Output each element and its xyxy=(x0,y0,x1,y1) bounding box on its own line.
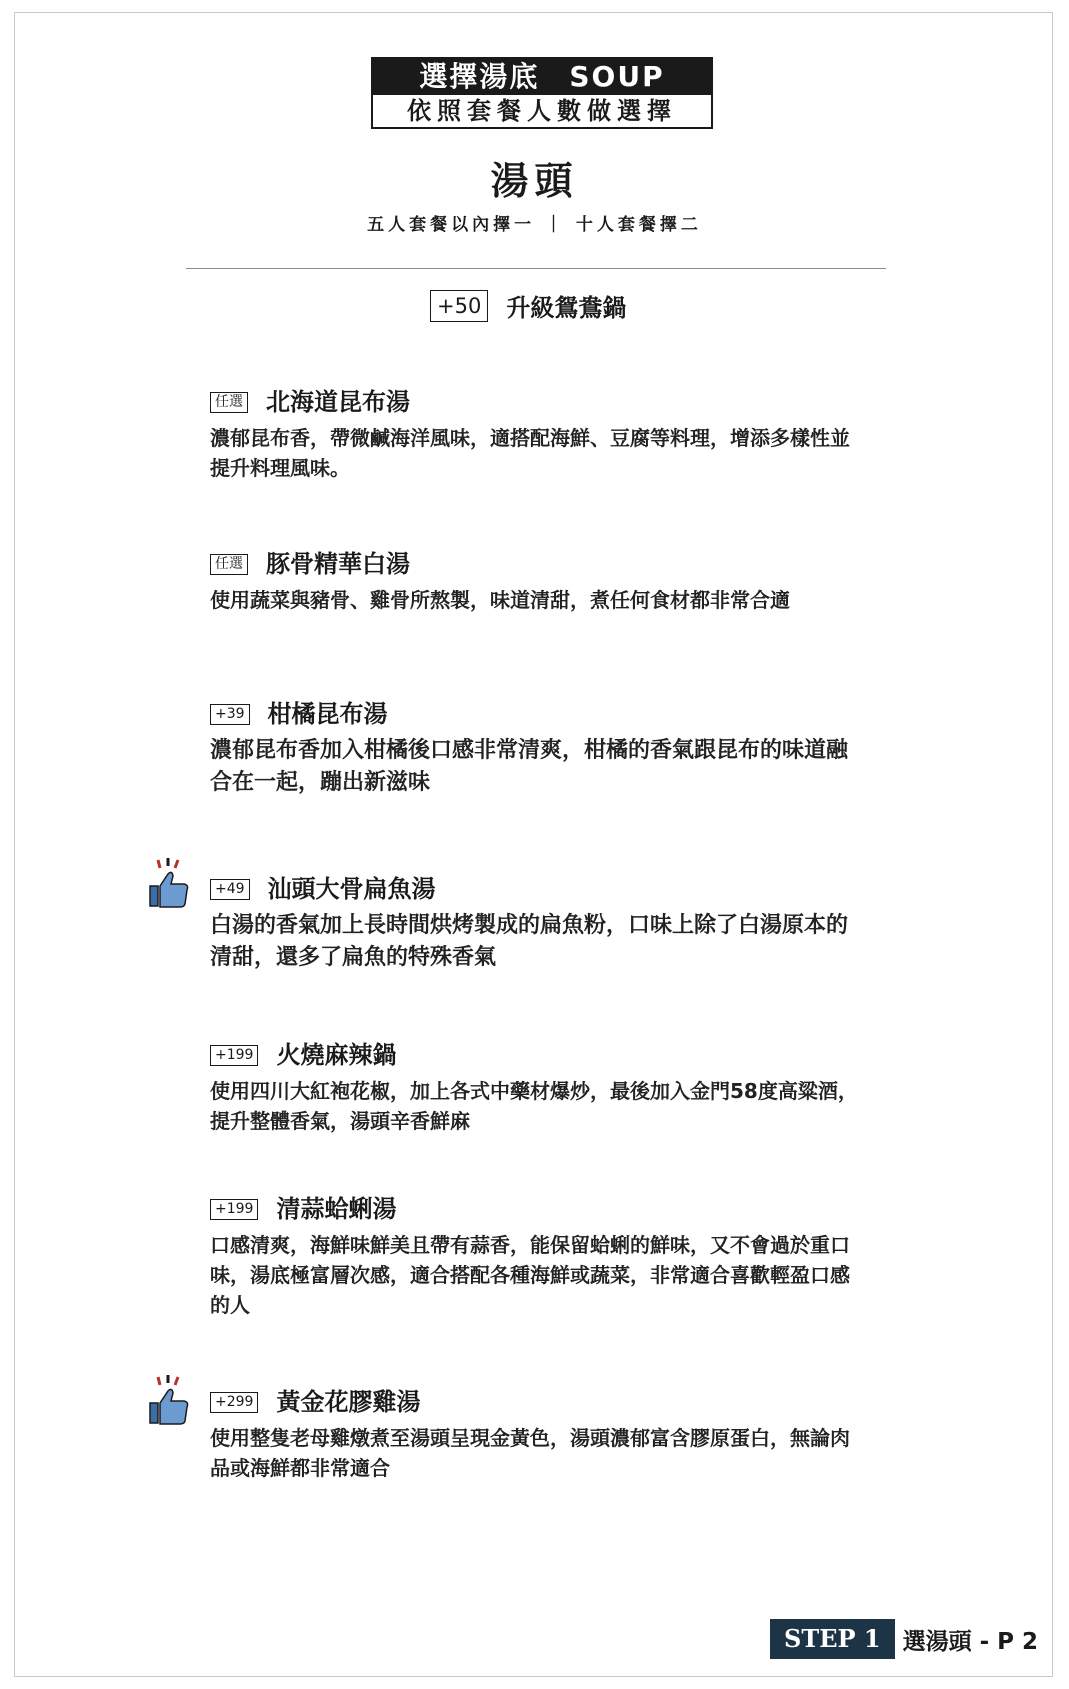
header-subtitle: 依照套餐人數做選擇 xyxy=(407,97,677,125)
page-title: 湯頭 xyxy=(490,159,579,203)
soup-item xyxy=(210,697,860,799)
thumbs-up-icon xyxy=(148,1373,192,1427)
soup-description: 濃郁昆布香加入柑橘後口感非常清爽，柑橘的香氣跟昆布的味道融合在一起，蹦出新滋味 xyxy=(210,738,849,795)
soup-name: 火燒麻辣鍋 xyxy=(276,1040,397,1069)
soup-description: 使用整隻老母雞燉煮至湯頭呈現金黃色，湯頭濃郁富含膠原蛋白，無論肉品或海鮮都非常適合 xyxy=(210,1426,850,1480)
soup-item xyxy=(210,872,860,974)
soup-item xyxy=(210,547,860,615)
upgrade-option xyxy=(430,288,626,323)
step-label: STEP 1 xyxy=(770,1619,895,1659)
soup-name: 柑橘昆布湯 xyxy=(267,699,388,728)
soup-name: 清蒜蛤蜊湯 xyxy=(276,1194,397,1223)
section-header xyxy=(371,57,713,129)
soup-item xyxy=(210,1385,860,1483)
soup-description: 濃郁昆布香，帶微鹹海洋風味，適搭配海鮮、豆腐等料理，增添多樣性並提升料理風味。 xyxy=(210,426,850,480)
price-badge: +39 xyxy=(210,704,250,725)
soup-description: 白湯的香氣加上長時間烘烤製成的扁魚粉，口味上除了白湯原本的清甜，還多了扁魚的特殊香氣 xyxy=(210,913,849,970)
soup-description: 口感清爽，海鮮味鮮美且帶有蒜香，能保留蛤蜊的鮮味，又不會過於重口味，湯底極富層次感，適合搭配各種海鮮或蔬菜，非常適合喜歡輕盈口感的人 xyxy=(210,1233,850,1317)
soup-name: 黃金花膠雞湯 xyxy=(276,1387,421,1416)
soup-item xyxy=(210,1038,860,1136)
price-badge: +299 xyxy=(210,1392,258,1413)
header-title: 選擇湯底 SOUP xyxy=(373,59,711,95)
soup-item xyxy=(210,385,860,483)
soup-name: 北海道昆布湯 xyxy=(266,387,410,416)
selection-rule: 五人套餐以內擇一 ｜ 十人套餐擇二 xyxy=(367,215,702,235)
thumbs-up-icon xyxy=(148,856,192,910)
soup-description: 使用蔬菜與豬骨、雞骨所熬製，味道清甜，煮任何食材都非常合適 xyxy=(210,588,790,612)
price-badge: +49 xyxy=(210,879,250,900)
price-badge: 任選 xyxy=(210,392,248,413)
page-footer xyxy=(770,1619,1038,1659)
price-badge: 任選 xyxy=(210,554,248,575)
soup-description: 使用四川大紅袍花椒，加上各式中藥材爆炒，最後加入金門58度高粱酒，提升整體香氣，湯頭辛香鮮麻 xyxy=(210,1079,858,1133)
divider xyxy=(186,268,886,269)
price-badge: +199 xyxy=(210,1199,258,1220)
soup-name: 汕頭大骨扁魚湯 xyxy=(267,874,436,903)
upgrade-price-badge: +50 xyxy=(430,290,488,322)
soup-name: 豚骨精華白湯 xyxy=(266,549,410,578)
soup-item xyxy=(210,1192,860,1320)
upgrade-label: 升級鴛鴦鍋 xyxy=(506,293,627,322)
page-number: 選湯頭 - P 2 xyxy=(902,1628,1039,1655)
price-badge: +199 xyxy=(210,1045,258,1066)
